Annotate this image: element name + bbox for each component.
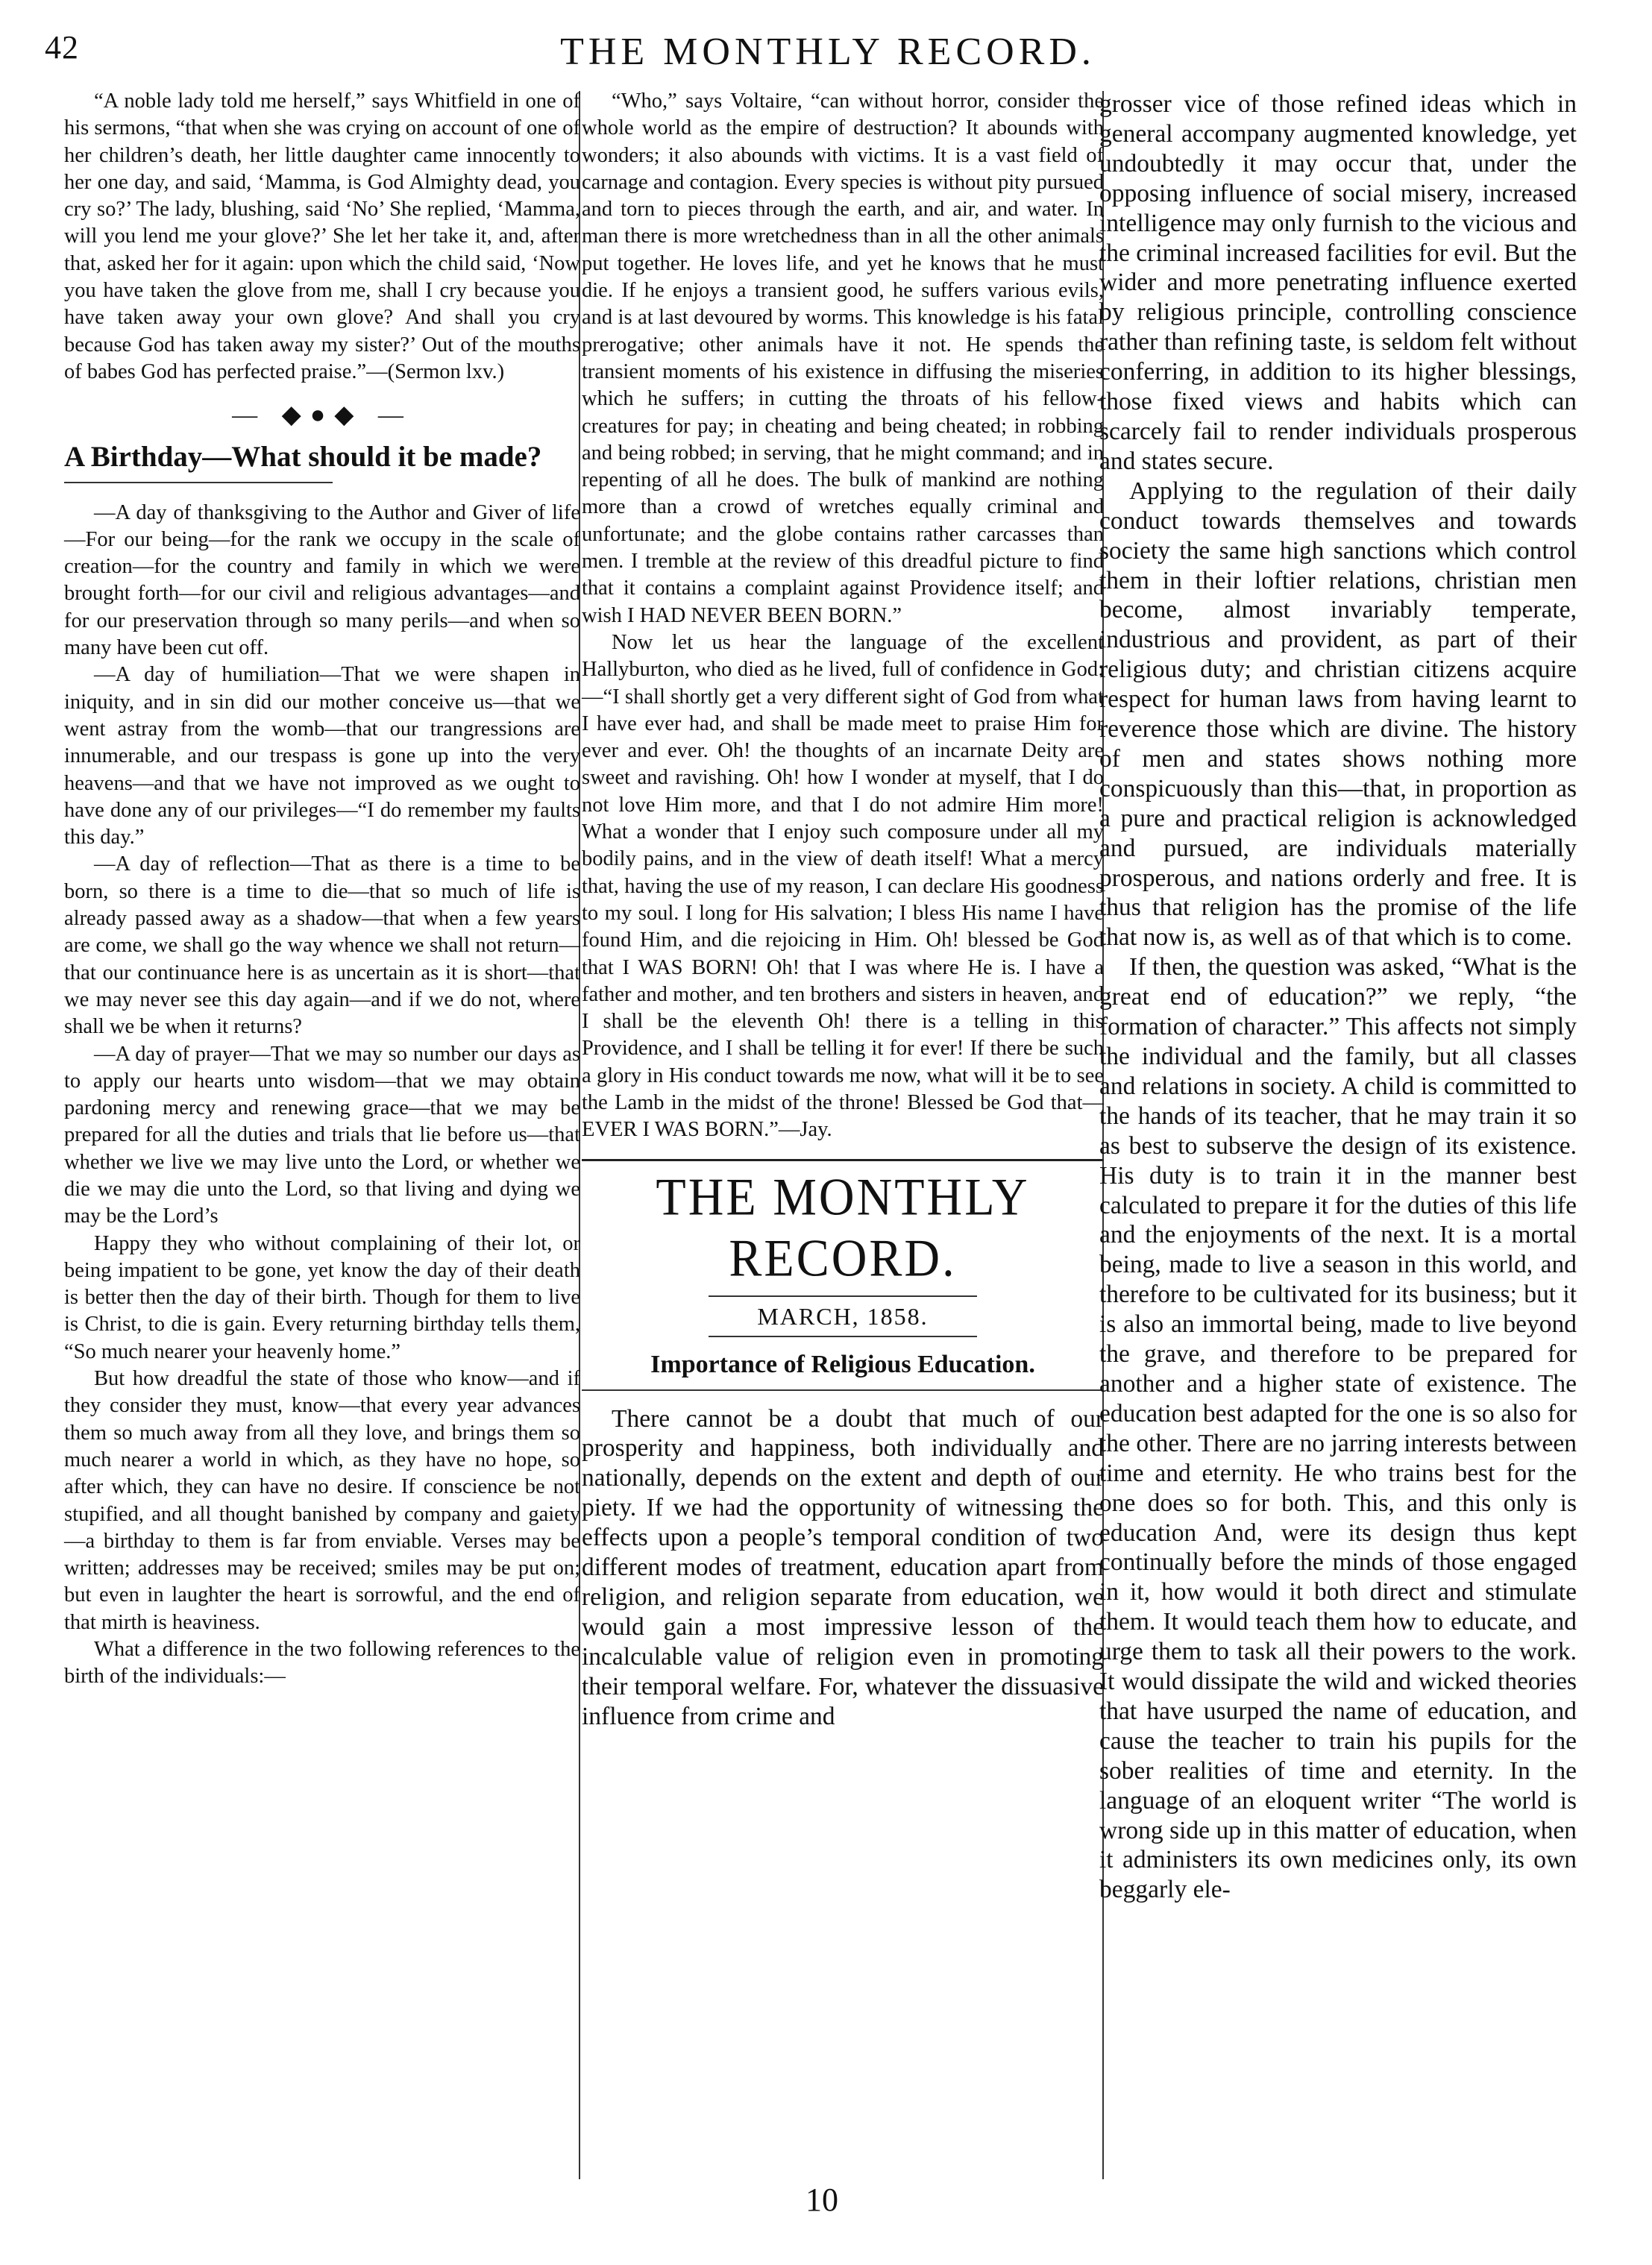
signature-number: 10 bbox=[805, 2181, 838, 2218]
page-header bbox=[45, 28, 1611, 81]
column-2 bbox=[582, 88, 1104, 1732]
page-number: 42 bbox=[45, 29, 79, 66]
article-applying: Applying to the regulation of their daily conduct towards themselves and towards society the same high sanctions which control them in their loftier relations, christian men become, almost invariably temperate, industrious and provident, as part of their religious duty; and christian citizens acquire respect for human laws from having learnt to reverence those which are divine. The history of men and states shows nothing more conspicuously than this—that, in proportion as a pure and practical religion is acknowledged and pursued, are individuals materially prosperous, and nations orderly and free. It is thus that religion has the promise of the life that now is, as well as of that which is to come. bbox=[1099, 477, 1577, 952]
article-heading: Importance of Religious Education. bbox=[582, 1349, 1104, 1391]
running-title: THE MONTHLY RECORD. bbox=[560, 31, 1096, 73]
birthday-heading-text: A Birthday—What should it be made? bbox=[64, 440, 542, 473]
article-continuation: grosser vice of those refined ideas which in general accompany augmented knowledge, yet undoubtedly it may occur that, under the opposing influence of social misery, increased intelligence may only furnish to the vicious and the criminal increased facilities for evil. But the wider and more penetrating influence exerted by religious principle, controlling conscience rather than refining taste, is seldom felt without conferring, in addition to its higher blessings, those fixed views and habits which can scarcely fail to render individuals prosperous and states secure. bbox=[1099, 90, 1577, 475]
birthday-dreadful: But how dreadful the state of those who know—and if they consider they must, know—that every year advances them so much away from all they love, and brings them so much nearer a world in which, as they have no hope, so after which, they can have no desire. If conscience be not stupified, and all thought banished by company and gaiety—a birthday to them is far from enviable. Verses may be written; addresses may be received; smiles may be put on; but even in laughter the heart is sorrowful, and the end of that mirth is heaviness. bbox=[64, 1367, 580, 1634]
section-ornament: — ◆●◆ — bbox=[232, 401, 412, 430]
article-paragraph: There cannot be a doubt that much of our prosperity and happiness, both individually and nationally, depends on the extent and depth of our piety. If we had the opportunity of witnessing the effects upon a people’s temporal condition of two different modes of treatment, education apart from religion, and religion separate from education, we would gain a most impressive lesson of the incalculable value of religion even in promoting their temporal welfare. For, whatever the dissuasive influence from crime and bbox=[582, 1404, 1104, 1730]
birthday-difference: What a difference in the two following references to the birth of the individuals:— bbox=[64, 1638, 580, 1688]
whitfield-anecdote: “A noble lady told me herself,” says Whitfield in one of his sermons, “that when she was crying on account of one of her children’s death, her little daughter came innocently to her one day, and said, ‘Mamma, is God Almighty dead, you cry so?’ The lady, blushing, said ‘No’ She replied, ‘Mamma, will you lend me your glove?’ She let her take it, and, after that, asked her for it again: upon which the child said, ‘Now you have taken the glove from me, shall I cry because you have taken away your own glove? And shall you cry because God has taken away my sister?’ Out of the mouths of babes God has perfected praise.”—(Sermon lxv.) bbox=[64, 89, 580, 383]
article-body bbox=[582, 1404, 1104, 1732]
article-question: If then, the question was asked, “What is the great end of education?” we reply, “the formation of character.” This affects not simply the individual and the family, but all classes and relations in society. A child is committed to the hands of its teacher, that he may train it so as best to subserve the design of its existence. His duty is to train it in the manner best calculated to prepare it for the duties of this life and the enjoyments of the next. It is a mortal being, made to live a season in this world, and therefore to be cultivated for its business; but it is also an immortal being, made to live beyond the grave, and therefore to be prepared for another and a higher state of existence. The education best adapted for the one is so also for the other. There are no jarring interests between time and eternity. He who trains best for the one does so for both. This, and this only is education And, were its design thus kept continually before the minds of those engaged in it, how would it both direct and stimulate them. It would teach them how to educate, and urge them to task all their powers to the work. It would dissipate the wild and wicked theories that have usurped the name of education, and cause the teacher to train his pupils for the sober realities of time and eternity. In the language of an eloquent writer “The world is wrong side up in this matter of education, when it administers its own medicines only, its own beggarly ele- bbox=[1099, 953, 1577, 1904]
birthday-humiliation: —A day of humiliation—That we were shapen in iniquity, and in sin did our mother conceive us—that we went astray from the womb—that our trangressions are innumerable, and our trespass is gone up into the very heavens—and that we have not improved as we ought to have done any of our privileges—“I do remember my faults this day.” bbox=[64, 663, 580, 849]
birthday-heading bbox=[64, 440, 542, 483]
birthday-happy: Happy they who without complaining of their lot, or being impatient to be gone, yet know the day of their death is better then the day of their birth. Though for them to live is Christ, to die is gain. Every returning birthday tells them, “So much nearer your heavenly home.” bbox=[64, 1231, 580, 1363]
birthday-thanksgiving: —A day of thanksgiving to the Author and Giver of life—For our being—for the rank we occupy in the scale of creation—for the country and family in which we were brought forth—for our civil and religious advantages—and for our preservation through so many perils—and when so many have been cut off. bbox=[64, 500, 580, 660]
masthead bbox=[582, 1159, 1104, 1337]
column-1 bbox=[64, 88, 580, 1691]
birthday-prayer: —A day of prayer—That we may so number our days as to apply our hearts unto wisdom—that we may obtain pardoning mercy and renewing grace—that we may be prepared for all the duties and trials that lie before us—that whether we live we may live unto the Lord, or whether we die we may die unto the Lord, so that living and dying we may be the Lord’s bbox=[64, 1042, 580, 1228]
masthead-title: THE MONTHLY RECORD. bbox=[656, 1167, 1030, 1288]
voltaire-quote: “Who,” says Voltaire, “can without horror, consider the whole world as the empire of destruction? It abounds with wonders; it also abounds with victims. It is a vast field of carnage and contagion. Every species is without pity pursued and torn to pieces through the earth, and air, and water. In man there is more wretchedness than in all the other animals put together. He loves life, and yet he knows that he must die. If he enjoys a transient good, he suffers various evils, and is at last devoured by worms. This knowledge is his fatal prerogative; other animals have it not. He spends the transient moments of his existence in diffusing the miseries which he suffers; in cutting the throats of his fellow-creatures for pay; in cheating and being cheated; in robbing and being robbed; in serving, that he might command; and in repenting of all he does. The bulk of mankind are nothing more than a crowd of wretches equally criminal and unfortunate; and the globe contains rather carcasses than men. I tremble at the review of this dreadful picture to find that it contains a complaint against Providence itself; and wish I HAD NEVER BEEN BORN.” bbox=[582, 89, 1104, 627]
column-3 bbox=[1099, 89, 1577, 1905]
hallyburton-quote: Now let us hear the language of the excellent Hallyburton, who died as he lived, full of confidence in God:—“I shall shortly get a very different sight of God from what I have ever had, and shall be made meet to praise Him for ever and ever. Oh! the thoughts of an incarnate Deity are sweet and ravishing. Oh! how I wonder at myself, that I do not love Him more, and that I do not admire Him more! What a wonder that I enjoy such composure under all my bodily pains, and in the view of death itself! What a mercy that, having the use of my reason, I can declare His goodness to my soul. I long for His salvation; I bless His name I have found Him, and die rejoicing in Him. Oh! blessed be God that I WAS BORN! Oh! that I was where He is. I have a father and mother, and ten brothers and sisters in heaven, and I shall be the eleventh Oh! there is a telling in this Providence, and I shall be telling it for ever! If there be such a glory in His conduct towards me now, what will it be to see the Lamb in the midst of the throne! Blessed be God that—EVER I WAS BORN.”—Jay. bbox=[582, 630, 1104, 1142]
masthead-date: MARCH, 1858. bbox=[709, 1295, 977, 1337]
birthday-reflection: —A day of reflection—That as there is a time to be born, so there is a time to die—that so much of life is already passed away as a shadow—that when a few years are come, we shall go the way whence we shall not return—that our continuance here is as uncertain as it is short—that we may never see this day again—and if we do not, where shall we be when it returns? bbox=[64, 852, 580, 1039]
